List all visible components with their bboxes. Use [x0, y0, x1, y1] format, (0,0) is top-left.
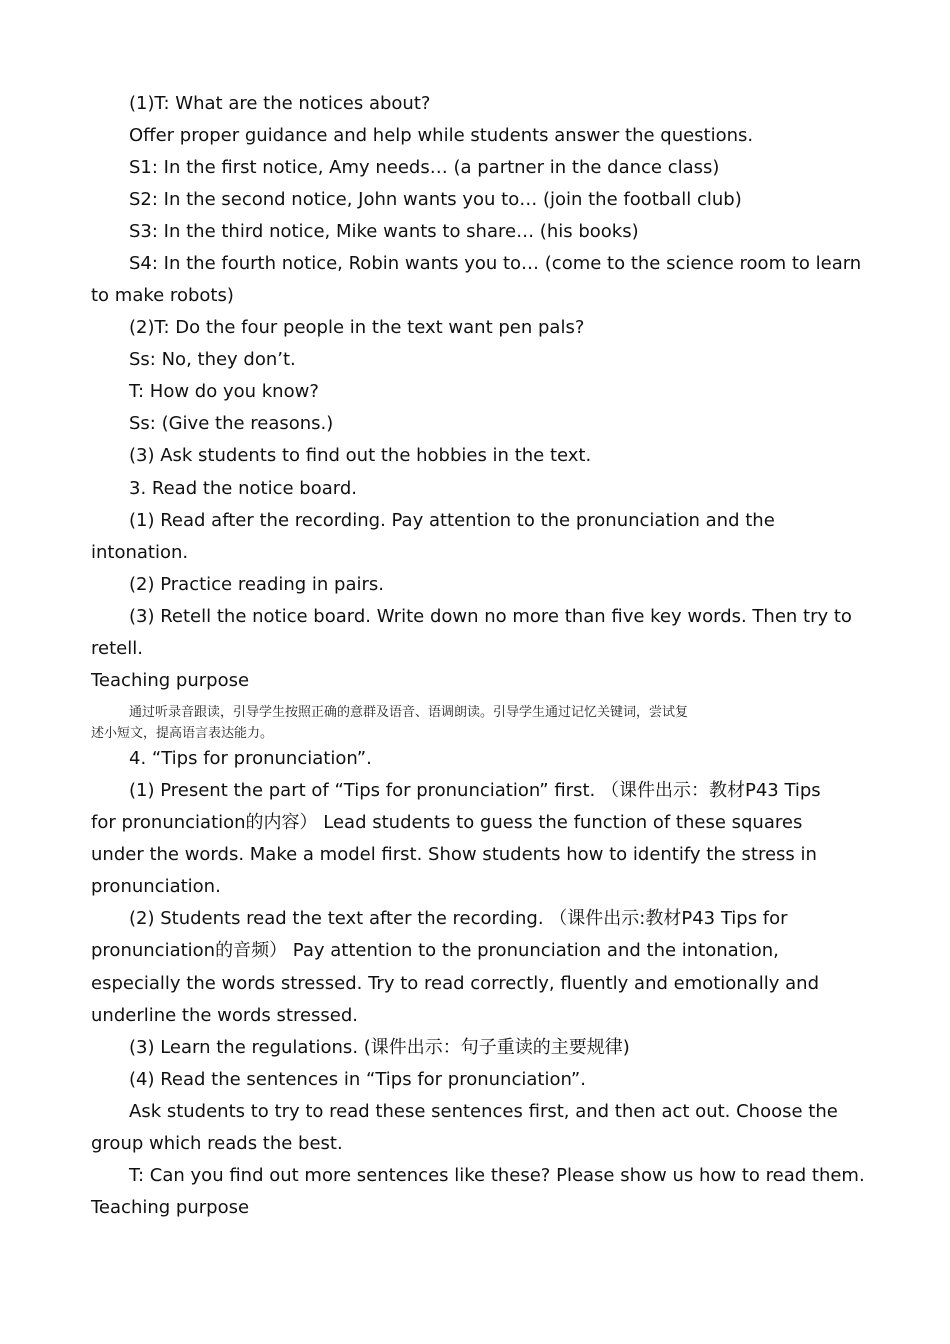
text-line: S3: In the third notice, Mike wants to share… (his books) [129, 221, 639, 242]
teaching-purpose-label: Teaching purpose [91, 1197, 250, 1218]
text-line: Ss: (Give the reasons.) [129, 413, 334, 434]
text-line: (4) Read the sentences in “Tips for pronunciation”. [129, 1069, 586, 1090]
teaching-purpose-label: Teaching purpose [91, 670, 250, 691]
text-line: S1: In the first notice, Amy needs… (a partner in the dance class) [129, 157, 720, 178]
chinese-note-line: 述小短文，提高语言表达能力。 [91, 726, 274, 741]
text-line: (2)T: Do the four people in the text want pen pals? [129, 317, 585, 338]
text-line: (1) Present the part of “Tips for pronunciation” first. （课件出示：教材P43 Tips [129, 780, 821, 801]
text-line: pronunciation. [91, 876, 221, 897]
text-line: (1) Read after the recording. Pay attention to the pronunciation and the [129, 510, 775, 531]
text-line: (2) Students read the text after the recording. （课件出示:教材P43 Tips for [129, 908, 788, 929]
text-line: (1)T: What are the notices about? [129, 93, 431, 114]
text-line: to make robots) [91, 285, 234, 306]
text-line: Ask students to try to read these sentences first, and then act out. Choose the [129, 1101, 838, 1122]
text-line: Ss: No, they don’t. [129, 349, 296, 370]
text-line: T: How do you know? [129, 381, 319, 402]
text-line: S4: In the fourth notice, Robin wants you to… (come to the science room to learn [129, 253, 862, 274]
text-line: T: Can you find out more sentences like these? Please show us how to read them. [129, 1165, 865, 1186]
text-line: under the words. Make a model first. Show students how to identify the stress in [91, 844, 817, 865]
text-line: pronunciation的音频） Pay attention to the pronunciation and the intonation, [91, 940, 779, 961]
section-heading: 3. Read the notice board. [129, 478, 357, 499]
text-line: retell. [91, 638, 143, 659]
text-line: for pronunciation的内容） Lead students to guess the function of these squares [91, 812, 803, 833]
text-line: (2) Practice reading in pairs. [129, 574, 385, 595]
text-line: intonation. [91, 542, 189, 563]
text-line: (3) Retell the notice board. Write down no more than five key words. Then try to [129, 606, 852, 627]
text-line: underline the words stressed. [91, 1005, 359, 1026]
text-line: (3) Learn the regulations. (课件出示：句子重读的主要规律) [129, 1037, 630, 1058]
text-line: group which reads the best. [91, 1133, 343, 1154]
chinese-note-line: 通过听录音跟读，引导学生按照正确的意群及语音、语调朗读。引导学生通过记忆关键词，尝试复 [129, 705, 689, 720]
text-line: S2: In the second notice, John wants you to… (join the football club) [129, 189, 742, 210]
text-line: especially the words stressed. Try to read correctly, fluently and emotionally and [91, 973, 819, 994]
text-line: Offer proper guidance and help while students answer the questions. [129, 125, 754, 146]
section-heading: 4. “Tips for pronunciation”. [129, 748, 372, 769]
text-line: (3) Ask students to find out the hobbies in the text. [129, 445, 592, 466]
